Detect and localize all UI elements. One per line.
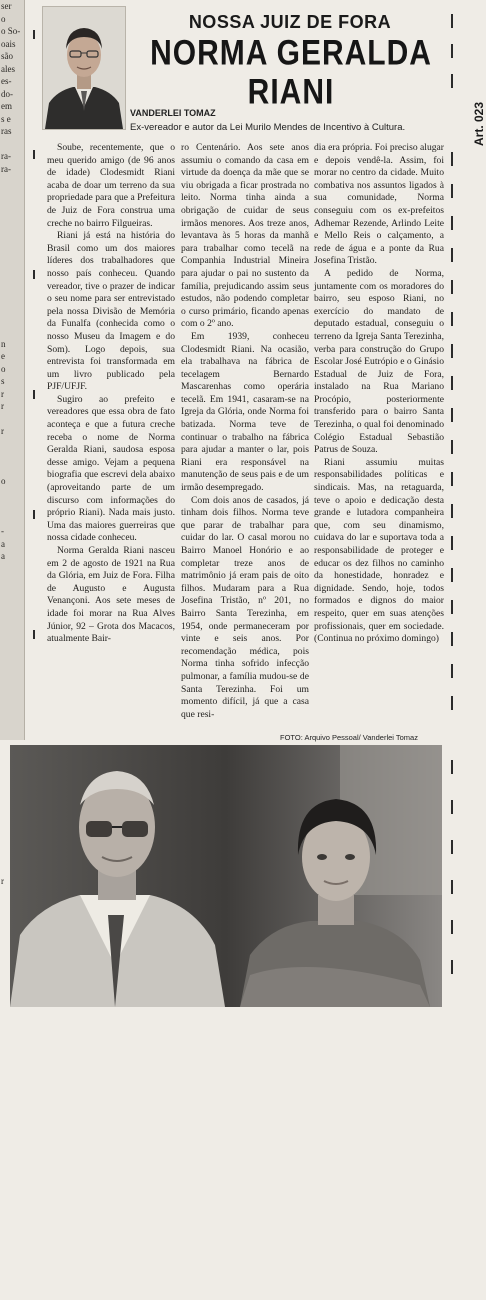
strip-fragment: r — [0, 388, 24, 401]
strip-fragment — [0, 625, 24, 638]
paragraph: Riani já está na história do Brasil como um dos maiores líderes dos trabalhadores que nosso país conheceu. Quando vereador, tive o prazer de indicar o seu nome para ser entrevistado pela nossa Divisão de Memória da Funalfa (conhecida como o nosso Museu da Imagem e do Som). Logo depois, sua entrevista foi transformada em um livro publicado pela PJF/UFJF. — [47, 230, 175, 394]
strip-fragment — [0, 600, 24, 613]
strip-fragment: ras — [0, 125, 24, 138]
strip-fragment: do- — [0, 88, 24, 101]
strip-fragment — [0, 1188, 24, 1201]
strip-fragment — [0, 1050, 24, 1063]
strip-fragment: r — [0, 400, 24, 413]
paragraph: A pedido de Norma, juntamente com os moradores do bairro, seu esposo Riani, no exercício do mandato de deputado estadual, conseguiu o terreno da Igreja Santa Terezinha, verba para construção do Grupo Escolar José Eutrópio e o Ginásio Estadual de Juiz de Fora, instalado na Rua Mariano Procópio, posteriormente transferido para o bairro Santa Terezinha, o qual foi denominado Colégio Estadual Sebastião Patrus de Souza. — [314, 268, 444, 457]
strip-fragment — [0, 138, 24, 151]
strip-fragment — [0, 1175, 24, 1188]
section-title: NOSSA JUIZ DE FORA — [140, 12, 440, 33]
strip-fragment: ra- — [0, 163, 24, 176]
strip-fragment — [0, 225, 24, 238]
byline: VANDERLEI TOMAZ — [130, 108, 216, 118]
strip-fragment — [0, 175, 24, 188]
strip-fragment — [0, 263, 24, 276]
strip-fragment — [0, 725, 24, 738]
strip-fragment — [0, 688, 24, 701]
strip-fragment: em — [0, 100, 24, 113]
strip-fragment — [0, 213, 24, 226]
paragraph: Riani assumiu muitas responsabilidades políticas e sindicais. Mas, na retaguarda, teve o apoio e dedicação desta grande e lutadora companheira que, com seu dinamismo, cuidava do lar e suportava toda a responsabilidade de proteger e educar os dez filhos no caminho da honestidade, honradez e dignidade. Sendo, hoje, todos formados e dignos do maior respeito, quer em suas atenções profissionais, quer em sociedade. (Continua no próximo domingo) — [314, 457, 444, 646]
strip-fragment — [0, 325, 24, 338]
strip-fragment — [0, 188, 24, 201]
strip-fragment: o So- — [0, 25, 24, 38]
strip-fragment — [0, 1088, 24, 1101]
strip-fragment — [0, 588, 24, 601]
strip-fragment — [0, 650, 24, 663]
strip-fragment: o — [0, 13, 24, 26]
strip-fragment — [0, 488, 24, 501]
strip-fragment — [0, 288, 24, 301]
strip-fragment — [0, 1150, 24, 1163]
strip-fragment — [0, 663, 24, 676]
strip-fragment: s — [0, 375, 24, 388]
strip-fragment — [0, 463, 24, 476]
strip-fragment — [0, 200, 24, 213]
strip-fragment: ser — [0, 0, 24, 13]
strip-fragment: a — [0, 550, 24, 563]
headline — [136, 34, 446, 112]
strip-fragment — [0, 1100, 24, 1113]
strip-fragment: - — [0, 525, 24, 538]
strip-fragment: es- — [0, 75, 24, 88]
strip-fragment: e — [0, 350, 24, 363]
strip-fragment — [0, 500, 24, 513]
strip-fragment — [0, 438, 24, 451]
strip-fragment — [0, 1238, 24, 1251]
article-header — [42, 4, 450, 136]
strip-fragment: ales — [0, 63, 24, 76]
paragraph: dia era própria. Foi preciso alugar e depois vendê-la. Assim, foi morar no centro da cidade. Muito combativa nos assuntos ligados à sua comunidade, Norma conseguiu com os ex-prefeitos Adhemar Rezende, Arlindo Leite e Mello Reis o calçamento, a rede de água e a ponte da Rua Josefina Tristão. — [314, 142, 444, 268]
strip-fragment — [0, 1038, 24, 1051]
strip-fragment: s e — [0, 113, 24, 126]
paragraph: Sugiro ao prefeito e vereadores que essa obra de fato aconteça e que a futura creche receba o nome de Norma Geralda Riani, saudosa esposa desse amigo. Vejam a pequena biografia que escrevi dela abaixo (aproveitando parte de um discurso com informações do próprio Riani). Nada mais justo. Uma das maiores guerreiras que nossa cidade conheceu. — [47, 394, 175, 545]
couple-photo-image — [10, 745, 442, 1007]
strip-fragment — [0, 575, 24, 588]
strip-fragment — [0, 300, 24, 313]
paragraph: Soube, recentemente, que o meu querido amigo (de 96 anos de idade) Clodesmidt Riani acaba de doar um terreno da sua propriedade para que a Prefeitura de Juiz de Fora construa uma creche no bairro Filgueiras. — [47, 142, 175, 230]
strip-fragment: oais — [0, 38, 24, 51]
strip-fragment — [0, 1288, 24, 1300]
strip-fragment — [0, 1075, 24, 1088]
photo-credit: FOTO: Arquivo Pessoal/ Vanderlei Tomaz — [280, 733, 418, 742]
headline-line-2: RIANI — [136, 73, 446, 112]
strip-fragment — [0, 700, 24, 713]
previous-column-strip — [0, 0, 25, 740]
strip-fragment — [0, 1113, 24, 1126]
strip-fragment — [0, 1063, 24, 1076]
strip-fragment — [0, 638, 24, 651]
strip-fragment — [0, 313, 24, 326]
strip-fragment — [0, 238, 24, 251]
strip-fragment: a — [0, 538, 24, 551]
strip-fragment — [0, 1163, 24, 1176]
strip-fragment — [0, 1013, 24, 1026]
strip-fragment: o — [0, 363, 24, 376]
section-label — [472, 88, 486, 148]
article-column-2 — [181, 142, 309, 732]
strip-fragment — [0, 563, 24, 576]
strip-fragment: ra- — [0, 150, 24, 163]
strip-fragment — [0, 1275, 24, 1288]
strip-fragment — [0, 250, 24, 263]
paragraph: Com dois anos de casados, já tinham dois filhos. Norma teve que parar de trabalhar para cuidar do lar. O casal morou no Bairro Manoel Honório e ao completar treze anos de matrimônio já eram pais de oito filhos. Mudaram para a Rua Josefina Tristão, nº 201, no Bairro Santa Terezinha, em 1954, onde permaneceram por vinte e seis anos. Por recomendação médica, pois Norma tinha sofrido infecção pulmonar, a família mudou-se de Santa Terezinha. Foi um momento difícil, já que a casa que resi- — [181, 495, 309, 722]
paragraph: Em 1939, conheceu Clodesmidt Riani. Na ocasião, ela trabalhava na fábrica de tecelagem Bernardo Mascarenhas como operária tecelã. Em 1941, casaram-se na Igreja da Glória, onde Norma foi batizada. Norma teve de continuar o trabalho na fábrica para ajudar a manter o lar, pois Riani era responsável na manutenção de seus pais e de um irmão desempregado. — [181, 331, 309, 495]
section-label-text: Art. 023 — [472, 102, 486, 146]
strip-fragment: são — [0, 50, 24, 63]
strip-fragment — [0, 413, 24, 426]
strip-fragment: r — [0, 425, 24, 438]
strip-fragment — [0, 1138, 24, 1151]
author-portrait-image — [43, 7, 125, 129]
strip-fragment — [0, 1225, 24, 1238]
strip-fragment — [0, 1200, 24, 1213]
article-column-1 — [47, 142, 175, 720]
couple-photo — [10, 745, 442, 1007]
strip-fragment — [0, 1250, 24, 1263]
paragraph: ro Centenário. Aos sete anos assumiu o comando da casa em virtude da doença da mãe que se viu obrigada a ficar prostrada no leito. Norma tinha ainda a obrigação de cuidar de seus irmãos menores. Aos treze anos, levantava às 5 horas da manhã para trabalhar como tecelã na Companhia Industrial Mineira para ajudar o pai no sustento da família, prejudicando assim seus estudos, não podendo completar o curso primário, ficando apenas com o 2º ano. — [181, 142, 309, 331]
strip-fragment — [0, 1125, 24, 1138]
strip-fragment — [0, 1263, 24, 1276]
strip-fragment — [0, 450, 24, 463]
strip-fragment — [0, 513, 24, 526]
strip-fragment — [0, 675, 24, 688]
article-column-3 — [314, 142, 444, 732]
paragraph: Norma Geralda Riani nasceu em 2 de agosto de 1921 na Rua da Glória, em Juiz de Fora. Filha de Augusto e Augusta Venançoni. Aos sete meses de idade foi morar na Rua Alves Júnior, 92 – Grota dos Macacos, atualmente Bair- — [47, 545, 175, 646]
strip-fragment — [0, 713, 24, 726]
strip-fragment: o — [0, 475, 24, 488]
strip-fragment — [0, 1025, 24, 1038]
strip-fragment: r — [0, 875, 24, 888]
strip-fragment — [0, 275, 24, 288]
strip-fragment — [0, 1213, 24, 1226]
strip-fragment: n — [0, 338, 24, 351]
strip-fragment — [0, 613, 24, 626]
author-portrait — [42, 6, 126, 130]
headline-line-1: NORMA GERALDA — [136, 34, 446, 73]
author-bio: Ex-vereador e autor da Lei Murilo Mendes de Incentivo à Cultura. — [130, 122, 460, 133]
